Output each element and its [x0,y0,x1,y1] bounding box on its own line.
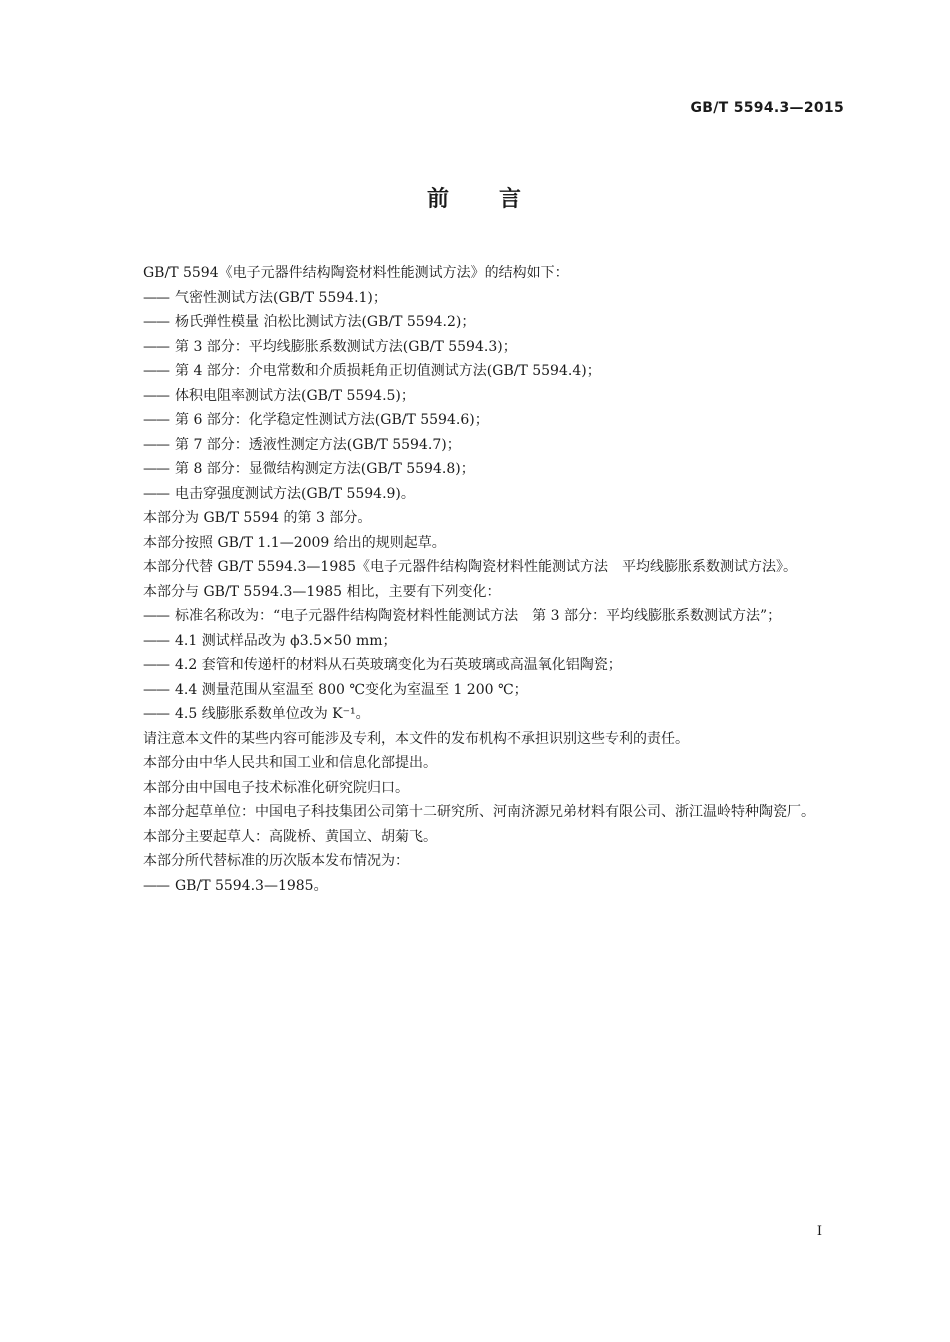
structure-item: —— 第 3 部分：平均线膨胀系数测试方法(GB/T 5594.3)； [110,335,846,360]
structure-item: —— 气密性测试方法(GB/T 5594.1)； [110,286,846,311]
change-item: —— 4.1 测试样品改为 ϕ3.5×50 mm； [110,629,846,654]
structure-item: —— 体积电阻率测试方法(GB/T 5594.5)； [110,384,846,409]
change-item: —— 4.5 线膨胀系数单位改为 K⁻¹。 [110,702,846,727]
dash-mark: —— [143,461,169,477]
structure-item: —— 杨氏弹性模量 泊松比测试方法(GB/T 5594.2)； [110,310,846,335]
dash-mark: —— [143,657,169,673]
change-item: —— 标准名称改为：“电子元器件结构陶瓷材料性能测试方法 第 3 部分：平均线膨胀系数测试方法”； [110,604,846,629]
dash-mark: —— [143,632,169,649]
dash-mark: —— [143,289,169,306]
dash-mark: —— [143,412,169,428]
replace-paragraph: 本部分代替 GB/T 5594.3—1985《电子元器件结构陶瓷材料性能测试方法 平均线膨胀系数测试方法》。 [143,559,798,575]
dash-mark: —— [143,436,169,453]
history-paragraph: 本部分所代替标准的历次版本发布情况为： [143,853,409,869]
managed-paragraph: 本部分由中国电子技术标准化研究院归口。 [143,779,409,796]
structure-item: —— 第 4 部分：介电常数和介质损耗角正切值测试方法(GB/T 5594.4)； [110,359,846,384]
structure-list [110,286,846,507]
intro-paragraph: GB/T 5594《电子元器件结构陶瓷材料性能测试方法》的结构如下： [143,265,569,281]
changes-list [110,604,846,727]
dash-mark: —— [143,387,169,404]
page-number: I [816,1224,822,1239]
title-char-2: 言 [499,187,524,212]
dash-mark: —— [143,485,169,502]
dash-mark: —— [143,877,169,894]
changes-paragraph: 本部分与 GB/T 5594.3—1985 相比，主要有下列变化： [143,583,501,600]
dash-mark: —— [143,681,169,698]
patent-paragraph: 请注意本文件的某些内容可能涉及专利，本文件的发布机构不承担识别这些专利的责任。 [143,730,689,747]
change-item: —— 4.4 测量范围从室温至 800 ℃变化为室温至 1 200 ℃； [110,678,846,703]
title-char-1: 前 [426,187,451,212]
structure-item: —— 第 8 部分：显微结构测定方法(GB/T 5594.8)； [110,457,846,482]
dash-mark: —— [143,706,169,722]
foreword-body [110,261,846,898]
change-item: —— 4.2 套管和传递杆的材料从石英玻璃变化为石英玻璃或高温氧化铝陶瓷； [110,653,846,678]
history-list [110,874,846,899]
dash-mark: —— [143,608,169,624]
standard-number: GB/T 5594.3—2015 [690,100,844,116]
structure-item: —— 第 7 部分：透液性测定方法(GB/T 5594.7)； [110,433,846,458]
page-title [0,182,950,213]
dash-mark: —— [143,363,169,379]
part-paragraph: 本部分为 GB/T 5594 的第 3 部分。 [143,510,372,526]
drafting-units-paragraph: 本部分起草单位：中国电子科技集团公司第十二研究所、河南济源兄弟材料有限公司、浙江温岭特种陶瓷厂。 [143,804,815,820]
dash-mark: —— [143,338,169,355]
structure-item: —— 电击穿强度测试方法(GB/T 5594.9)。 [110,482,846,507]
structure-item: —— 第 6 部分：化学稳定性测试方法(GB/T 5594.6)； [110,408,846,433]
drafters-paragraph: 本部分主要起草人：高陇桥、黄国立、胡菊飞。 [143,828,437,845]
history-item: —— GB/T 5594.3—1985。 [110,874,846,899]
proposed-paragraph: 本部分由中华人民共和国工业和信息化部提出。 [143,755,437,771]
rules-paragraph: 本部分按照 GB/T 1.1—2009 给出的规则起草。 [143,534,446,551]
dash-mark: —— [143,314,169,330]
